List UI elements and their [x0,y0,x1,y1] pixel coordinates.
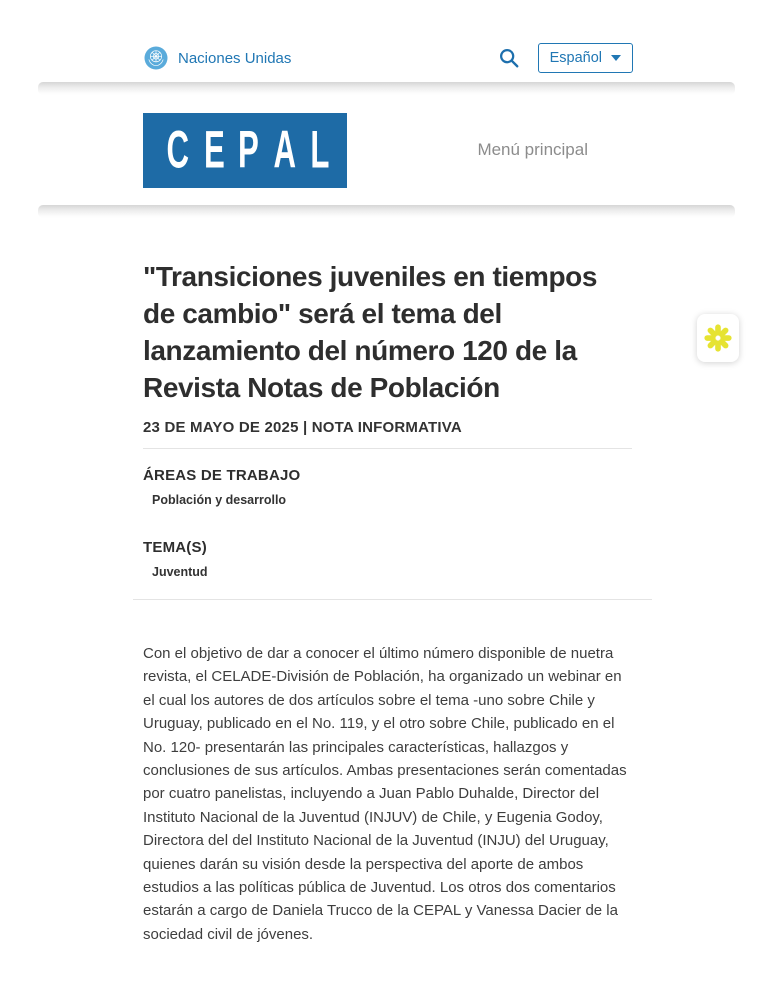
divider [143,448,632,449]
cepal-logo-letter: A [273,120,296,180]
divider [133,599,652,600]
search-icon [498,47,520,69]
un-brand-label: Naciones Unidas [178,49,292,67]
accessibility-asterisk-icon [703,323,733,353]
accessibility-widget-button[interactable] [697,314,739,362]
work-areas-heading: ÁREAS DE TRABAJO [143,467,301,484]
cepal-logo-letter: L [309,120,329,180]
un-emblem-icon [144,46,168,70]
topic-link[interactable]: Juventud [152,565,208,579]
header-bottom-shadow-divider [38,205,735,218]
un-home-link[interactable] [144,46,291,70]
cepal-logo[interactable] [143,113,347,188]
header-top-shadow-divider [38,82,735,95]
language-selector[interactable] [538,43,633,73]
top-bar-actions [498,43,633,73]
cepal-logo-letter: C [166,120,190,180]
caret-down-icon [611,55,621,61]
topics-heading: TEMA(S) [143,539,207,556]
language-label: Español [549,50,602,66]
site-header [0,95,773,205]
page-title: "Transiciones juveniles en tiempos de cambio" será el tema del lanzamiento del número 120 de la Revista Notas de Población [143,261,598,403]
main-menu-button[interactable]: Menú principal [477,140,588,159]
search-button[interactable] [498,47,520,69]
top-bar [0,0,773,82]
cepal-logo-letter: P [238,120,259,180]
cepal-logo-letter: E [203,120,225,180]
article-main [0,218,632,946]
article-body-text: Con el objetivo de dar a conocer el último número disponible de nuetra revista, el CELADE-División de Población, ha organizado un webinar en el cual los autores de dos artículos sobre el tema -uno sobre Chile y Uruguay, publicado en el No. 119, y el otro sobre Chile, publicado en el No. 120- presentarán las principales características, hallazgos y conclusiones de sus artículos. Ambas presentaciones serán comentadas por cuatro panelistas, incluyendo a Juan Pablo Duhalde, Director del Instituto Nacional de la Juventud (INJUV) de Chile, y Eugenia Godoy, Directora del del Instituto Nacional de la Juventud (INJU) del Uruguay, quienes darán su visión desde la perspectiva del aporte de ambos estudios a las políticas pública de Juventud. Los otros dos comentarios estarán a cargo de Daniela Trucco de la CEPAL y Vanessa Dacier de la sociedad civil de jóvenes. [143,645,627,943]
work-area-link[interactable]: Población y desarrollo [152,493,287,507]
article-date-type: 23 DE MAYO DE 2025 | NOTA INFORMATIVA [143,419,462,436]
